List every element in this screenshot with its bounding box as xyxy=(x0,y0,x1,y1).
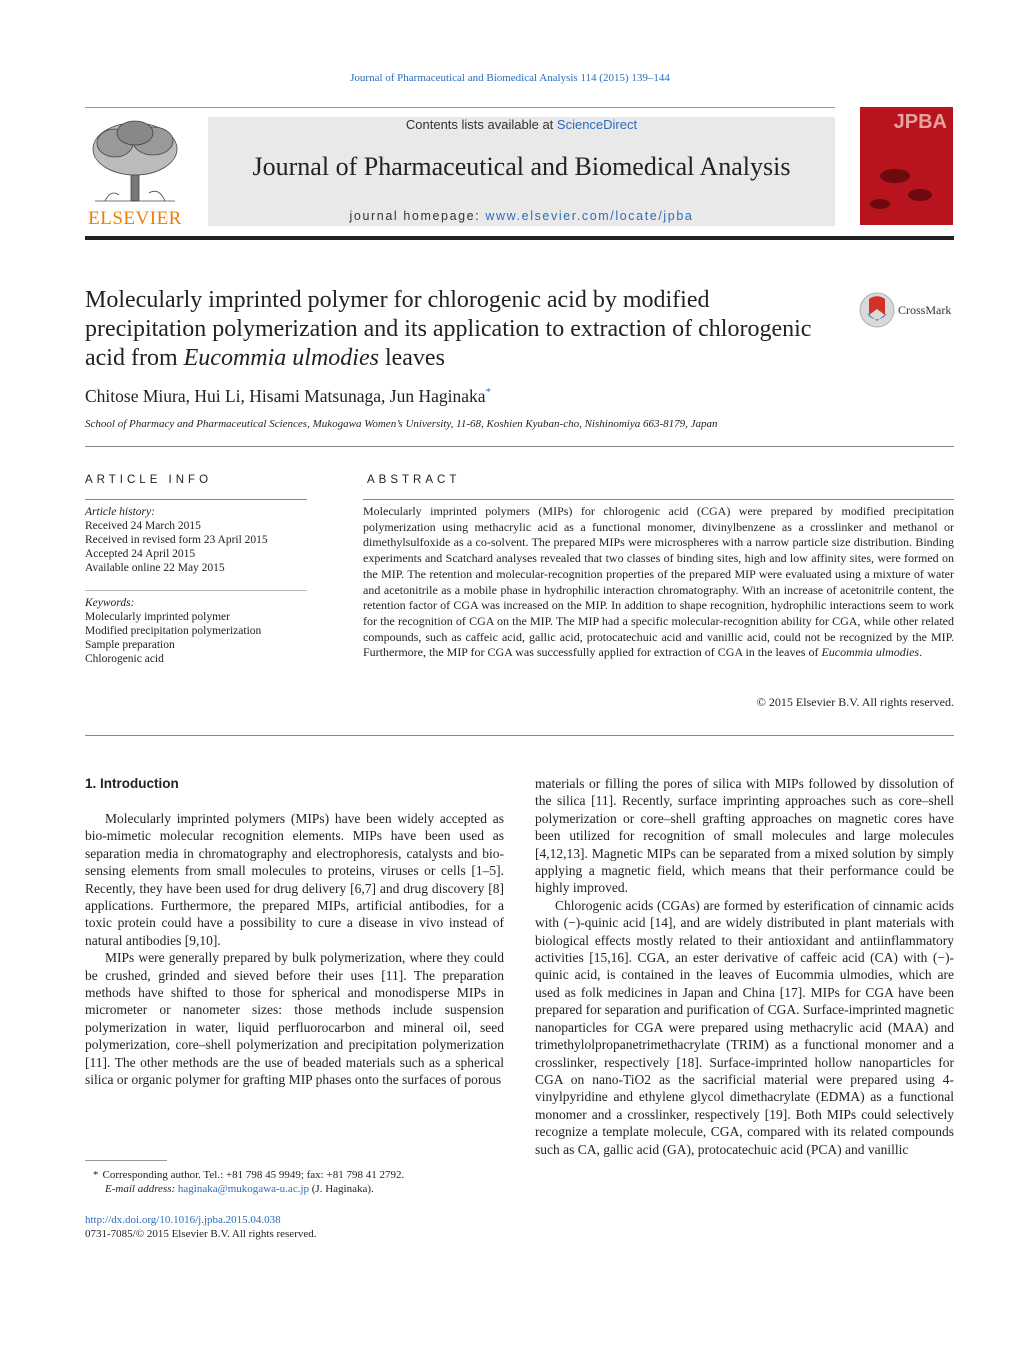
header-divider xyxy=(85,236,954,240)
homepage-link[interactable]: www.elsevier.com/locate/jpba xyxy=(485,209,694,223)
keywords xyxy=(85,596,261,666)
abstract-text: Molecularly imprinted polymers (MIPs) for chlorogenic acid (CGA) were prepared by modified precipitation polymerization using methacrylic acid as a functional monomer, divinylbenzene as a crosslinker and methanol or dimethylsulfoxide as a co-solvent. The prepared MIPs were microspheres with a narrow particle size distribution. Binding experiments and Scatchard analyses revealed that two classes of binding sites, high and low affinity sites, were formed on the MIP. The retention and molecular-recognition properties of the prepared MIP were evaluated using a mixture of water and acetonitrile as a mobile phase in hydrophilic interaction chromatography. With an increase of acetonitrile content, the retention factor of CGA was increased on the MIP. In addition to shape recognition, hydrophilic interactions seem to work for the recognition of CGA on the MIP. The MIP had a specific molecular-recognition ability for CGA, while other related compounds, such as caffeic acid, gallic acid, protocatechuic acid and vanillic acid, could not be recognized by the MIP. Furthermore, the MIP for CGA was successfully applied for extraction of CGA in the leaves of xyxy=(363,504,954,660)
abstract-body xyxy=(363,504,954,661)
sciencedirect-link[interactable]: ScienceDirect xyxy=(556,117,638,132)
history-accepted: Accepted 24 April 2015 xyxy=(85,548,196,560)
footnote-mark: * xyxy=(93,1169,99,1181)
corresponding-text: Corresponding author. Tel.: +81 798 45 9949; fax: +81 798 41 2792. xyxy=(102,1169,405,1181)
article-info-heading: ARTICLE INFO xyxy=(85,474,213,486)
affiliation: School of Pharmacy and Pharmaceutical Sciences, Mukogawa Women’s University, 11-68, Koshien Kyuban-cho, Nishinomiya 663-8179, Japan xyxy=(85,418,718,430)
section-heading-introduction: 1. Introduction xyxy=(85,776,179,791)
email-link[interactable]: haginaka@mukogawa-u.ac.jp xyxy=(177,1183,310,1195)
contents-line xyxy=(208,117,835,132)
corresponding-author-mark[interactable]: * xyxy=(485,386,491,399)
contents-prefix: Contents lists available at xyxy=(405,117,557,132)
homepage-prefix: journal homepage: xyxy=(349,209,486,223)
journal-homepage xyxy=(208,209,835,223)
article-title xyxy=(85,286,815,373)
crossmark-badge[interactable] xyxy=(858,291,958,331)
keyword-item: Molecularly imprinted polymer xyxy=(85,611,230,623)
cover-logo-text: JPBA xyxy=(893,111,947,133)
issn-line: 0731-7085/© 2015 Elsevier B.V. All rights reserved. xyxy=(85,1228,317,1240)
email-suffix: (J. Haginaka). xyxy=(309,1183,374,1195)
intro-paragraph: MIPs were generally prepared by bulk polymerization, where they could be crushed, grinded and sieved before their uses [11]. The preparation methods have shifted to those for spherical and monodisperse MIPs in micrometer or nanometer sizes: those methods include suspension polymerization in water, liquid perfluorocarbon and mineral oil, seed polymerization, core–shell polymerization and precipitation polymerization [11]. The other methods are the use of beaded materials such as a spherical silica or organic polymer for grafting MIP phases onto the surfaces of porous xyxy=(85,950,504,1088)
keyword-item: Sample preparation xyxy=(85,639,175,651)
title-end: leaves xyxy=(378,345,445,371)
doi-block xyxy=(85,1213,317,1241)
intro-paragraph: Chlorogenic acids (CGAs) are formed by esterification of cinnamic acids with (−)-quinic acid [14], and are widely distributed in plant materials with biological effects mostly related to their antioxidant and antiinflammatory activities [15,16]. CGA, an ester derivative of caffeic acid (CA) with (−)-quinic acid, is contained in the leaves of Eucommia ulmodies, which are used as folk medicines in Japan and China [17]. MIPs for CGA have been prepared for separation and purification of CGA. Surface-imprinted magnetic nanoparticles for CGA were prepared using methacrylic acid (MAA) and trimethylolpropanetrimethacrylate (TRIM) as a functional monomer and a crosslinker, respectively [18]. Surface-imprinted hollow nanoparticles for CGA on nano-TiO2 as the sacrificial material were prepared using 4-vinylpyridine and ethylene glycol dimethacrylate (EDMA) as a functional monomer and a crosslinker, respectively [19]. Both MIPs could selectively recognize a template molecule, CGA, compared with its related compounds such as CA, gallic acid (GA), protocatechuic acid (PCA) and vanillic xyxy=(535,897,954,1157)
footnote-rule xyxy=(85,1160,167,1161)
abstract-end: . xyxy=(919,645,923,660)
abstract-copyright: © 2015 Elsevier B.V. All rights reserved. xyxy=(756,695,954,709)
keywords-label: Keywords: xyxy=(85,597,135,609)
journal-reference[interactable]: Journal of Pharmaceutical and Biomedical Analysis 114 (2015) 139–144 xyxy=(350,72,670,84)
title-species: Eucommia ulmodies xyxy=(183,345,379,371)
history-revised: Received in revised form 23 April 2015 xyxy=(85,534,268,546)
history-label: Article history: xyxy=(85,506,155,518)
history-received: Received 24 March 2015 xyxy=(85,520,201,532)
keywords-rule xyxy=(85,590,307,591)
article-info-rule xyxy=(85,499,307,500)
crossmark-label: CrossMark xyxy=(898,303,952,317)
keyword-item: Chlorogenic acid xyxy=(85,653,164,665)
abstract-heading: ABSTRACT xyxy=(367,474,461,486)
title-text: Molecularly imprinted polymer for chlorogenic acid by modified precipitation polymerization and its application to extraction of chlorogenic acid from xyxy=(85,287,812,371)
banner-top-rule xyxy=(85,107,835,108)
abstract-rule xyxy=(363,499,954,500)
elsevier-wordmark[interactable]: ELSEVIER xyxy=(88,208,182,229)
corresponding-note xyxy=(85,1168,505,1182)
intro-paragraph: materials or filling the pores of silica with MIPs followed by dissolution of the silica [11]. Recently, surface imprinting approaches such as core–shell polymerization or core–shell grafting approaches on magnetic cores have been utilized for recognition of small molecules and large molecules [4,12,13]. Magnetic MIPs can be separated from a mixed solution by simply applying a magnetic field, which means that their performance could be highly improved. xyxy=(535,776,954,896)
body-left-column xyxy=(85,810,504,1089)
history-online: Available online 22 May 2015 xyxy=(85,562,225,574)
footnote xyxy=(85,1168,505,1196)
abstract-divider xyxy=(85,735,954,736)
article-history xyxy=(85,505,268,575)
abstract-species: Eucommia ulmodies xyxy=(821,645,920,660)
journal-cover-image[interactable] xyxy=(860,107,953,225)
body-right-column xyxy=(535,775,954,1158)
doi-link[interactable]: http://dx.doi.org/10.1016/j.jpba.2015.04.038 xyxy=(85,1214,281,1226)
keyword-item: Modified precipitation polymerization xyxy=(85,625,262,637)
email-label: E-mail address: xyxy=(105,1183,178,1195)
authors-text: Chitose Miura, Hui Li, Hisami Matsunaga, Jun Haginaka xyxy=(85,386,486,406)
intro-paragraph: Molecularly imprinted polymers (MIPs) have been widely accepted as bio-mimetic molecular recognition elements. MIPs have been used as separation media in chromatography and electrophoresis, catalysts and bio-sensing elements from small molecules to proteins, viruses or cells [1–5]. Recently, they have been used for drug delivery [6,7] and drug discovery [8] applications. Furthermore, the prepared MIPs, artificial antibodies, for a toxic protein could have a possibility to cure a disease in vivo instead of natural antibodies [9,10]. xyxy=(85,811,504,948)
crossmark-icon xyxy=(858,291,896,329)
email-note xyxy=(85,1182,505,1196)
affiliation-divider xyxy=(85,446,954,447)
journal-title: Journal of Pharmaceutical and Biomedical Analysis xyxy=(252,152,791,181)
author-list xyxy=(85,386,491,407)
